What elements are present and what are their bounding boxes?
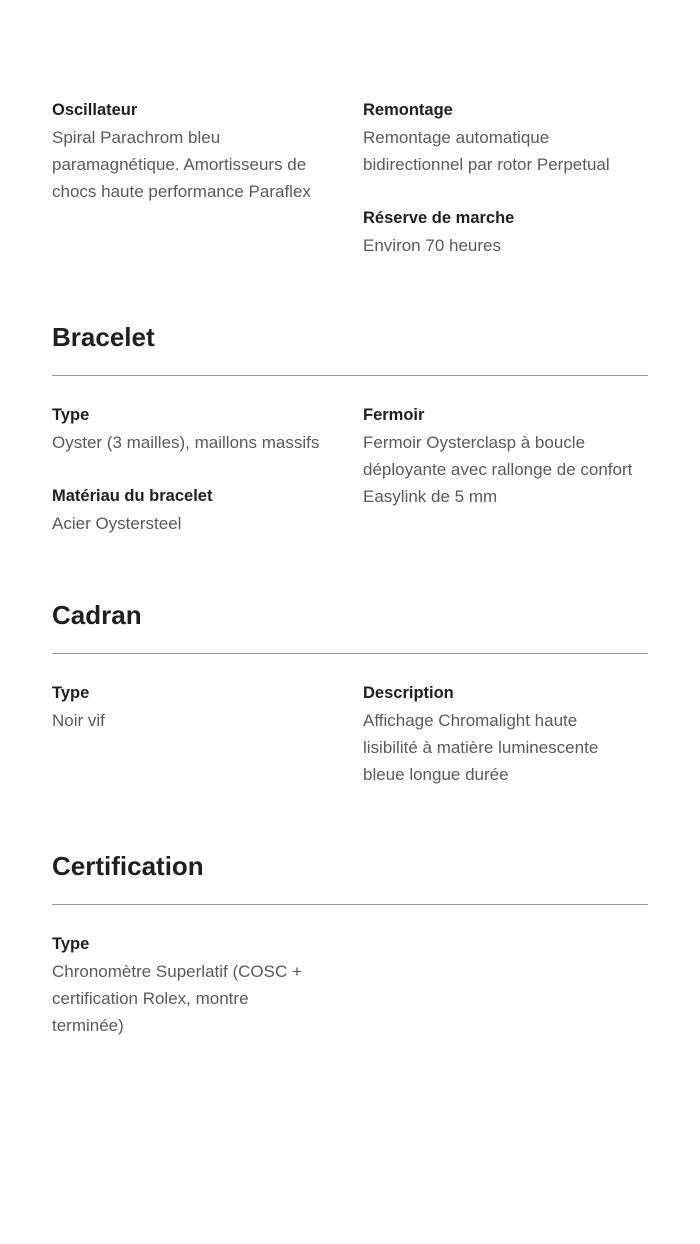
spec-materiau-du-bracelet bbox=[52, 483, 337, 537]
spec-value: Oyster (3 mailles), maillons massifs bbox=[52, 433, 320, 452]
section-divider bbox=[52, 653, 648, 654]
spec-label: Type bbox=[52, 406, 90, 424]
section-divider bbox=[52, 904, 648, 905]
spec-label: Type bbox=[52, 935, 90, 953]
spec-remontage bbox=[363, 97, 653, 178]
spec-oscillateur bbox=[52, 97, 337, 205]
spec-fermoir bbox=[363, 402, 653, 510]
spec-label: Oscillateur bbox=[52, 101, 138, 119]
spec-value: Acier Oystersteel bbox=[52, 514, 182, 533]
spec-cadran-description bbox=[363, 680, 653, 788]
spec-bracelet-type bbox=[52, 402, 337, 456]
spec-value: Chronomètre Superlatif (COSC + certification Rolex, montre terminée) bbox=[52, 962, 302, 1035]
spec-reserve-de-marche bbox=[363, 205, 653, 259]
section-title-bracelet: Bracelet bbox=[52, 322, 155, 352]
spec-value: Remontage automatique bidirectionnel par rotor Perpetual bbox=[363, 128, 610, 174]
spec-value: Environ 70 heures bbox=[363, 236, 501, 255]
spec-label: Matériau du bracelet bbox=[52, 487, 213, 505]
spec-label: Réserve de marche bbox=[363, 209, 515, 227]
spec-cadran-type bbox=[52, 680, 337, 734]
spec-value: Fermoir Oysterclasp à boucle déployante avec rallonge de confort Easylink de 5 mm bbox=[363, 433, 633, 506]
section-divider bbox=[52, 375, 648, 376]
spec-value: Noir vif bbox=[52, 711, 105, 730]
spec-value: Affichage Chromalight haute lisibilité à matière luminescente bleue longue durée bbox=[363, 711, 599, 784]
spec-label: Type bbox=[52, 684, 90, 702]
section-title-cadran: Cadran bbox=[52, 600, 142, 630]
spec-label: Remontage bbox=[363, 101, 453, 119]
spec-label: Description bbox=[363, 684, 454, 702]
spec-value: Spiral Parachrom bleu paramagnétique. Amortisseurs de chocs haute performance Paraflex bbox=[52, 128, 311, 201]
section-title-certification: Certification bbox=[52, 851, 204, 881]
spec-certification-type bbox=[52, 931, 337, 1039]
spec-label: Fermoir bbox=[363, 406, 425, 424]
